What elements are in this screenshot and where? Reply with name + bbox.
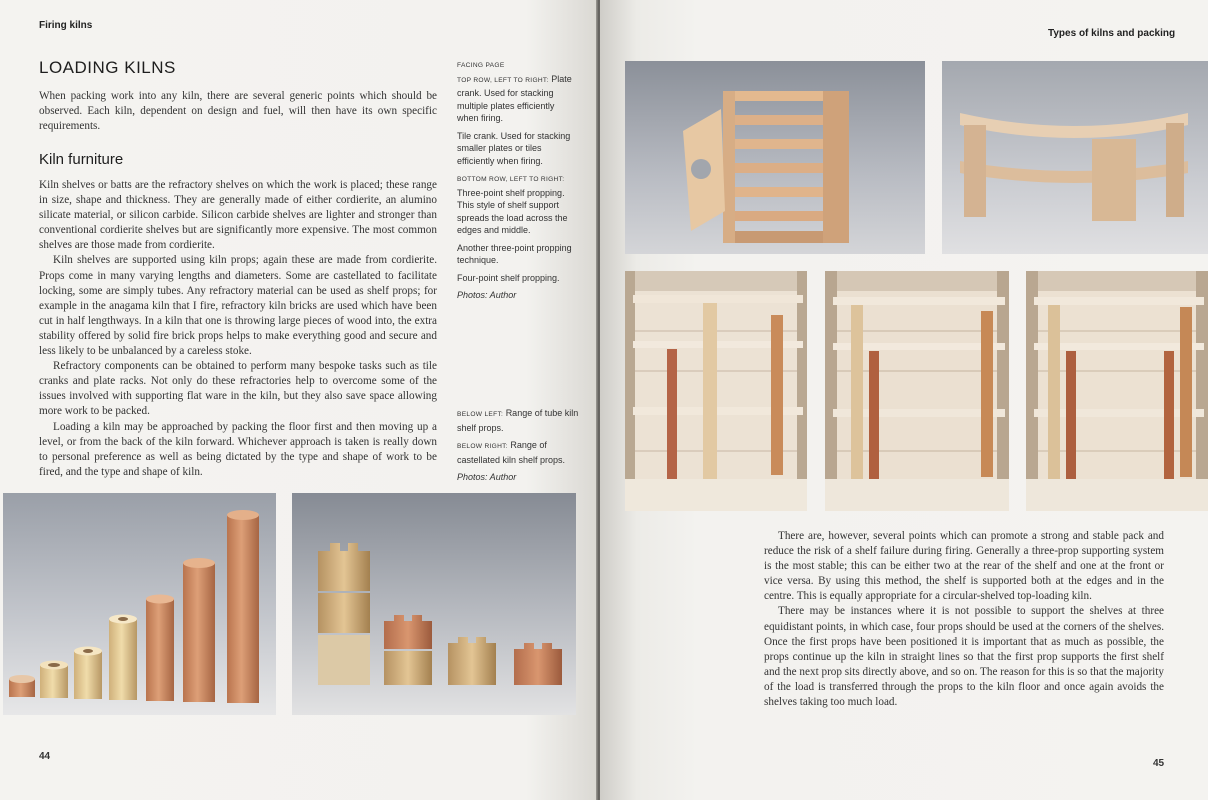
caption-text: Four-point shelf propping. <box>457 272 560 283</box>
photo-three-point-propping-alt <box>825 271 1009 511</box>
body-column-right <box>764 529 1164 710</box>
page-title: LOADING KILNS <box>39 58 176 77</box>
tube-prop <box>9 675 35 697</box>
kiln-prop <box>869 351 879 479</box>
caption-label: BOTTOM ROW, LEFT TO RIGHT: <box>457 176 565 183</box>
page-number-left: 44 <box>39 751 51 762</box>
tube-prop <box>227 510 259 703</box>
photo-three-point-propping <box>625 271 807 511</box>
kiln-shelf <box>633 295 803 303</box>
kiln-prop <box>1180 307 1192 477</box>
photo-tile-crank <box>942 61 1208 254</box>
tube-prop <box>74 647 102 700</box>
paragraph: There are, however, several points which can promote a strong and stable pack and reduce the risk of a shelf failure during firing. Generally a three-prop supporting system is the most stable; this can be either two at the rear of the shelf and one at the front or vice versa. By using this method, the shelf is supported both at the edges and in the centre. This is equally appropriate for a circular-shelved top-loading kiln. <box>764 530 1164 603</box>
kiln-prop <box>703 303 717 483</box>
caption-text: Tile crank. Used for stacking smaller plates or tiles efficiently when firing. <box>457 130 571 166</box>
intro-text: When packing work into any kiln, there are several generic points which should be observed. Each kiln, dependent on design and fuel, will then have its own specific requirements. <box>39 90 437 133</box>
paragraph: There may be instances where it is not possible to support the shelves at three equidistant points, in which case, four props should be used at the corners of the shelves. Once the first props have been positioned it is important that as much as possible, the props continue up the kiln in straight lines so that the first prop supports the first shelf and the next prop sits directly above, and so on. The reason for this is so that the majority of the load is transferred through the props to the kiln floor and once again avoids the shelves taking too much load. <box>764 605 1164 709</box>
kiln-prop <box>771 315 783 475</box>
castellated-prop <box>448 637 496 685</box>
paragraph: Loading a kiln may be approached by packing the floor first and then moving up a level, or from the back of the kiln forward. Whichever approach is taken is really down to personal preference as well as being dictated by the type and shape of work to be fired, and the type and shape of kiln. <box>39 420 437 478</box>
paragraph: Kiln shelves are supported using kiln props; again these are made from cordierite. Props come in many varying lengths and diameters. Some are castellated to facilitate locking, some are simply tubes. Any refractory material can be used as shelf props; for example in the anagama kiln that I fire, refractory kiln bricks are used which have been cut in half lengthways. In a kiln that one is throwing large pieces of wood into, the extra stability offered by solid fire brick props helps to make everything good and secure and less likely to be unbalanced by a careless stoke. <box>39 254 437 358</box>
caption-facing-page <box>457 60 575 302</box>
kiln-prop <box>1048 305 1060 479</box>
caption-text: Range of tube kiln shelf props. <box>457 408 579 433</box>
photo-credit: Photos: Author <box>457 472 517 482</box>
right-page <box>600 0 1208 800</box>
caption-label: BELOW RIGHT: <box>457 443 508 450</box>
kiln-prop <box>667 349 677 479</box>
tube-prop <box>183 558 215 702</box>
tube-prop <box>40 661 68 699</box>
caption-below <box>457 407 579 484</box>
paragraph: Kiln shelves or batts are the refractory shelves on which the work is placed; these range in size, shape and thickness. They are generally made of either cordierite, an alumino silicate material, or silicon carbide. Silicon carbide shelves are lighter and stronger than conventional cordierite shelves but are significantly more expensive. The most common shelves are those made from cordierite. <box>39 179 437 252</box>
tube-prop <box>146 595 174 702</box>
caption-text: Plate crank. Used for stacking multiple plates efficiently when firing. <box>457 73 572 123</box>
photo-four-point-propping <box>1026 271 1208 511</box>
caption-label: FACING PAGE <box>457 62 505 69</box>
caption-label: TOP ROW, LEFT TO RIGHT: <box>457 76 549 84</box>
kiln-prop <box>1164 351 1174 479</box>
caption-text: Another three-point propping technique. <box>457 242 572 265</box>
body-column-left <box>39 178 437 480</box>
kiln-prop <box>851 305 863 479</box>
photo-tube-props <box>3 493 276 715</box>
kiln-shelf <box>833 297 1005 305</box>
kiln-shelf <box>1034 297 1204 305</box>
intro-paragraph <box>39 89 437 134</box>
castellated-prop <box>514 643 562 685</box>
photo-plate-crank <box>625 61 925 254</box>
page-number-right: 45 <box>1153 758 1165 769</box>
paragraph: Refractory components can be obtained to perform many bespoke tasks such as tile cranks and plate racks. Not only do these refractories help to overcome some of the issues involved with supporting flat ware in the kiln, but they also save space allowing more work to be packed. <box>39 360 437 418</box>
caption-text: Three-point shelf propping. This style of shelf support spreads the load across the edges and middle. <box>457 187 568 235</box>
castellated-prop-stack <box>318 543 370 685</box>
running-head-right: Types of kilns and packing <box>1048 28 1176 39</box>
running-head-left: Firing kilns <box>39 20 93 31</box>
photo-credit: Photos: Author <box>457 290 517 300</box>
tube-prop <box>109 615 137 701</box>
caption-label: BELOW LEFT: <box>457 411 504 418</box>
caption-text: Range of castellated kiln shelf props. <box>457 440 566 465</box>
photo-castellated-props <box>292 493 576 715</box>
kiln-prop <box>1066 351 1076 479</box>
kiln-prop <box>981 311 993 477</box>
left-page <box>0 0 598 800</box>
section-heading: Kiln furniture <box>39 151 124 168</box>
